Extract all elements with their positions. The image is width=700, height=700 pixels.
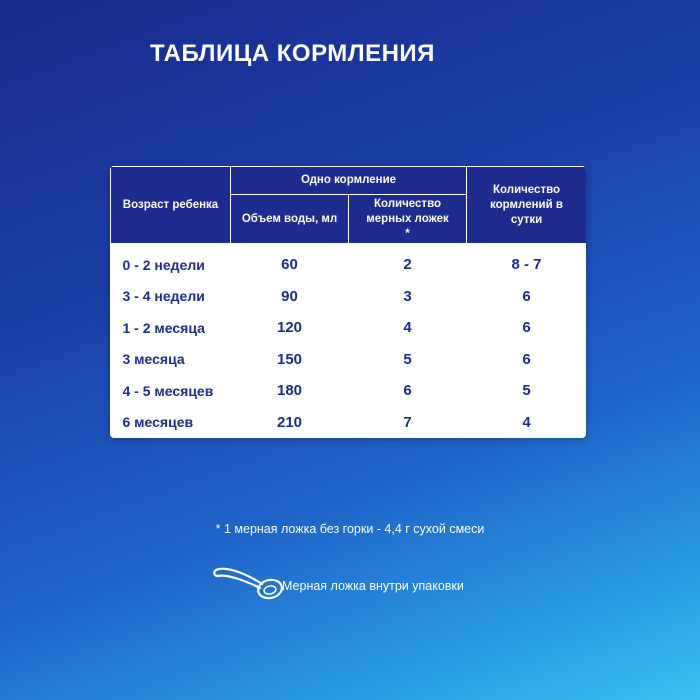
cell-water: 210 [276, 413, 303, 431]
table-row [111, 407, 587, 439]
header-feedings-per-day: Количество кормлений в сутки [467, 167, 586, 244]
cell-spoons: 2 [403, 256, 412, 274]
table-row [111, 375, 587, 407]
header-water-volume: Объем воды, мл [231, 195, 349, 244]
table-row [111, 281, 587, 313]
cell-per-day: 4 [522, 413, 531, 431]
header-spoons: Количество мерных ложек * [349, 195, 467, 244]
measuring-spoon-icon [210, 560, 286, 608]
cell-age: 4 - 5 месяцев [122, 382, 214, 399]
table-row [111, 344, 587, 376]
header-one-feeding: Одно кормление [231, 167, 467, 195]
cell-age: 1 - 2 месяца [122, 319, 205, 336]
cell-spoons: 6 [403, 382, 412, 400]
cell-water: 60 [281, 256, 298, 274]
cell-water: 180 [276, 382, 303, 400]
cell-spoons: 5 [403, 350, 412, 368]
cell-spoons: 4 [403, 319, 412, 337]
cell-per-day: 8 - 7 [511, 256, 542, 274]
page-title: ТАБЛИЦА КОРМЛЕНИЯ [150, 40, 435, 67]
cell-per-day: 5 [522, 382, 531, 400]
cell-age: 3 месяца [122, 351, 185, 368]
cell-spoons: 7 [403, 413, 412, 431]
cell-spoons: 3 [403, 287, 412, 305]
cell-age: 0 - 2 недели [122, 256, 205, 273]
spoon-caption: Мерная ложка внутри упаковки [282, 579, 464, 593]
cell-per-day: 6 [522, 287, 531, 305]
cell-water: 90 [281, 287, 298, 305]
table-row [111, 244, 587, 281]
cell-water: 120 [276, 319, 303, 337]
cell-age: 3 - 4 недели [122, 288, 205, 305]
footnote: * 1 мерная ложка без горки - 4,4 г сухой смеси [215, 522, 485, 536]
cell-per-day: 6 [522, 350, 531, 368]
header-age: Возраст ребенка [111, 167, 231, 244]
cell-per-day: 6 [522, 319, 531, 337]
cell-age: 6 месяцев [122, 414, 194, 431]
feeding-table [110, 166, 586, 438]
spoon-note [210, 560, 464, 608]
table-row [111, 312, 587, 344]
cell-water: 150 [276, 350, 303, 368]
